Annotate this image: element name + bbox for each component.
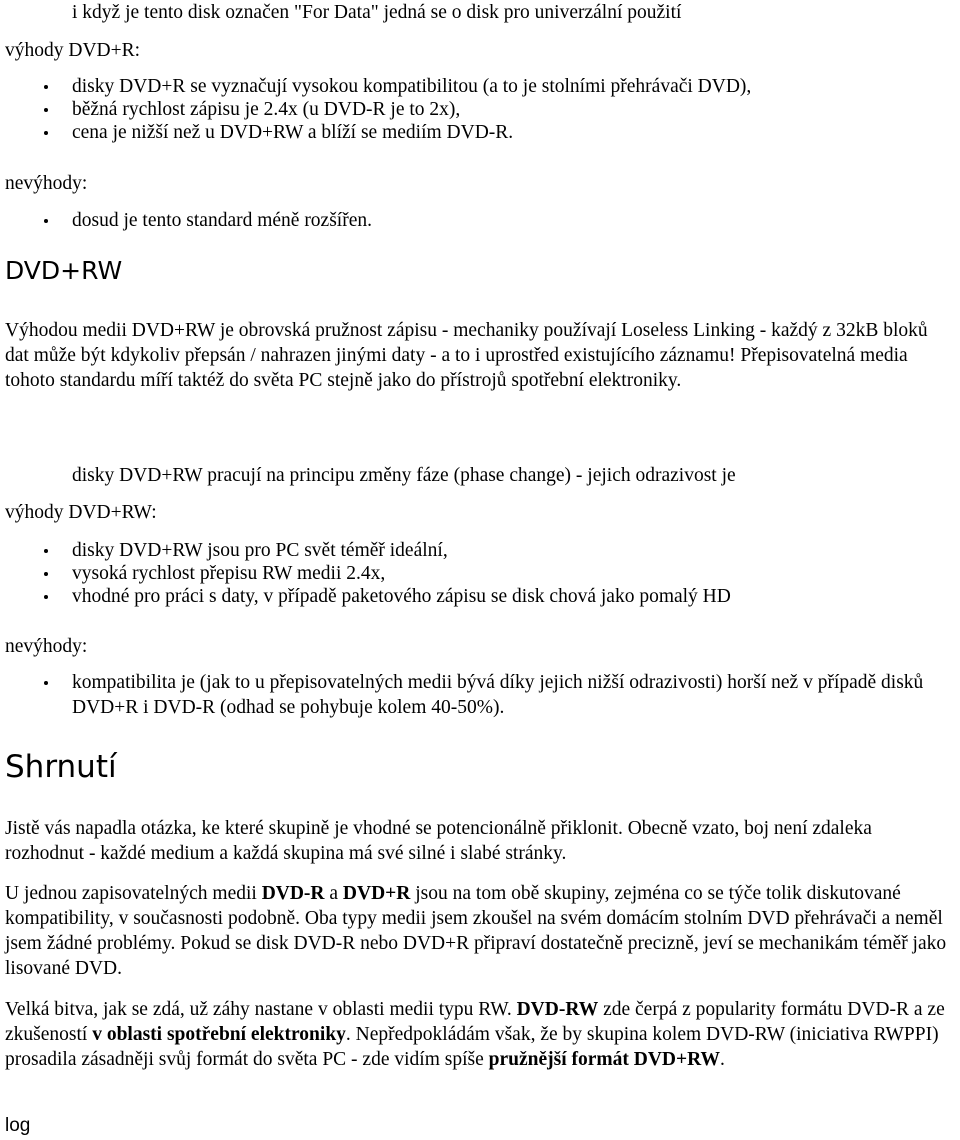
footer-log: log (5, 1115, 31, 1136)
summary-paragraph-2 (5, 881, 955, 981)
text-run: Velká bitva, jak se zdá, už záhy nastane v oblasti medii typu RW. (5, 999, 517, 1020)
dvdrw-pros-heading: výhody DVD+RW: (5, 502, 157, 523)
text-run: jsou na tom obě skupiny, zejména co se týče tolik diskutované kompatibility, v současnosti podobně. Oba typy medii jsem zkoušel na svém domácím stolním DVD přehrávači a neměl jsem žádné problémy. Pokud se disk DVD-R nebo DVD+R připraví dostatečně precizně, jeví se mechanikám téměř jako lisované DVD. (5, 883, 947, 979)
text-run: zde čerpá z popularity formátu DVD-R a ze zkušeností (5, 999, 945, 1045)
dvdrw-cons-heading: nevýhody: (5, 636, 88, 657)
bold-run: DVD-R (261, 883, 325, 904)
list-item: běžná rychlost zápisu je 2.4x (u DVD-R je to 2x), (72, 98, 958, 121)
summary-heading: Shrnutí (5, 749, 117, 785)
list-item: vhodné pro práci s daty, v případě paketového zápisu se disk chová jako pomalý HD (72, 585, 958, 608)
dvdr-pros-heading: výhody DVD+R: (5, 40, 141, 61)
list-item: cena je nižší než u DVD+RW a blíží se mediím DVD-R. (72, 121, 958, 144)
text-run: . Nepředpokládám však, že by skupina kolem DVD-RW (iniciativa RWPPI) prosadila zásadněji svůj formát do světa PC - zde vidím spíše (5, 1024, 939, 1070)
text-run: a (324, 883, 343, 904)
list-item: kompatibilita je (jak to u přepisovatelných medii bývá díky jejich nižší odrazivosti) horší než v případě disků DVD+R i DVD-R (odhad se pohybuje kolem 40-50%). (72, 670, 958, 720)
list-item: dosud je tento standard méně rozšířen. (72, 209, 958, 232)
bold-run: v oblasti spotřební elektroniky (92, 1024, 346, 1045)
summary-p1-text: Jistě vás napadla otázka, ke které skupině je vhodné se potencionálně přiklonit. Obecně vzato, boj není zdaleka rozhodnut - každé medium a každá skupina má své silné i slabé stránky. (5, 818, 872, 864)
dvdrw-pros-list (72, 539, 958, 608)
dvdrw-intro (5, 318, 955, 393)
dvdr-cons-list (72, 209, 958, 232)
dvdrw-cons-list (72, 670, 958, 720)
bold-run: DVD-RW (516, 999, 599, 1020)
dvdr-cons-heading: nevýhody: (5, 173, 88, 194)
dvdrw-intro-text: Výhodou medii DVD+RW je obrovská pružnost zápisu - mechaniky používají Loseless Linking - každý z 32kB bloků dat může být kdykoliv přepsán / nahrazen jinými daty - a to i uprostřed existujícího záznamu! Přepisovatelná media tohoto standardu míří taktéž do světa PC stejně jako do přístrojů spotřební elektroniky. (5, 320, 928, 391)
bold-run: pružnější formát DVD+RW (488, 1049, 721, 1070)
phase-line: disky DVD+RW pracují na principu změny fáze (phase change) - jejich odrazivost je (72, 465, 736, 486)
list-item: disky DVD+R se vyznačují vysokou kompatibilitou (a to je stolními přehrávači DVD), (72, 75, 958, 98)
text-run: . (720, 1049, 725, 1070)
dvdrw-heading: DVD+RW (5, 256, 123, 285)
summary-paragraph-3 (5, 997, 955, 1072)
list-item: vysoká rychlost přepisu RW medii 2.4x, (72, 562, 958, 585)
text-run: U jednou zapisovatelných medii (5, 883, 262, 904)
top-line: i když je tento disk označen "For Data" jedná se o disk pro univerzální použití (72, 2, 682, 23)
dvdr-pros-list (72, 75, 958, 144)
list-item: disky DVD+RW jsou pro PC svět téměř ideální, (72, 539, 958, 562)
summary-paragraph-1 (5, 816, 955, 866)
bold-run: DVD+R (342, 883, 411, 904)
